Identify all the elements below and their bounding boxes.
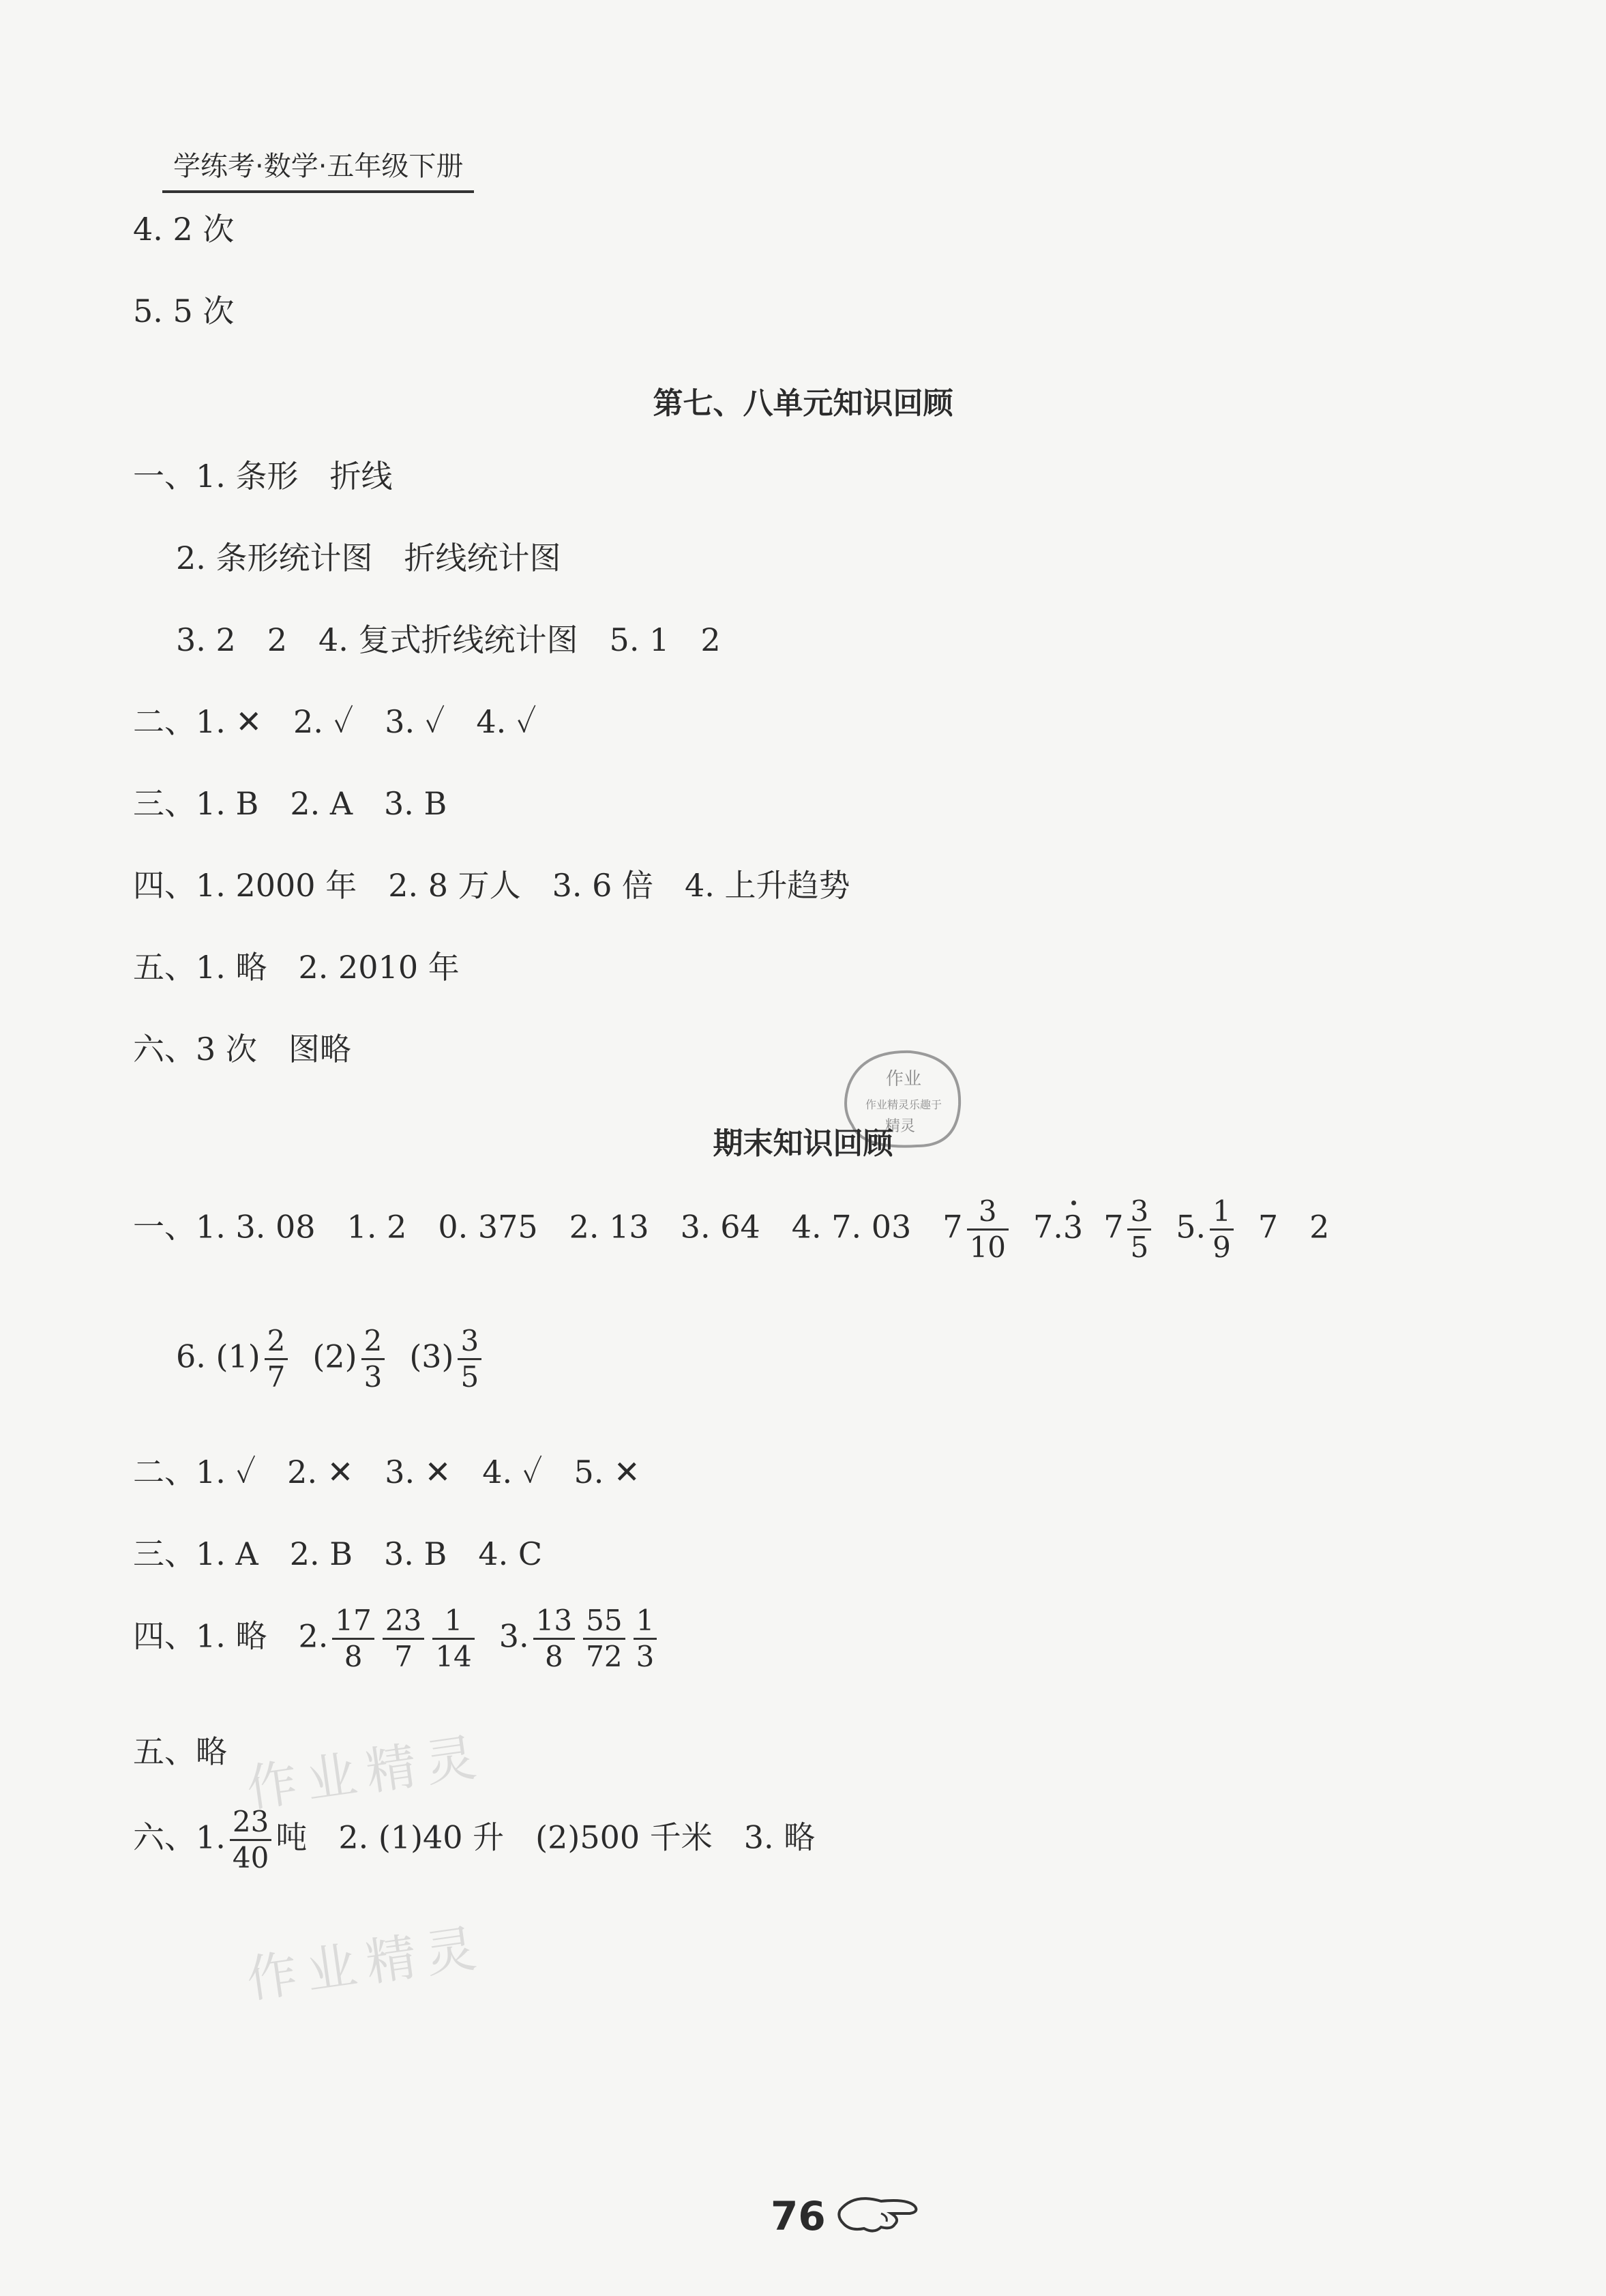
running-header: 学练考·数学·五年级下册 — [162, 145, 474, 193]
unit78-line-7: 五、1. 略 2. 2010 年 — [133, 949, 460, 986]
watermark: 作业精灵 — [243, 1726, 490, 1819]
denominator: 3 — [363, 1360, 383, 1394]
final-line-5 — [133, 1606, 661, 1671]
stamp-text-2: 作业精灵乐趣于 — [865, 1098, 942, 1111]
fraction — [383, 1606, 424, 1671]
denominator: 3 — [636, 1640, 655, 1673]
text: 5. — [1176, 1208, 1206, 1246]
numerator: 1 — [634, 1606, 657, 1640]
unit78-line-4: 二、1. ✕ 2. ✓ 3. ✓ 4. ✓ — [133, 703, 537, 740]
text: 一、1. 3. 08 1. 2 0. 375 2. 13 3. 64 4. 7. 03 7 — [133, 1208, 963, 1246]
fraction — [533, 1606, 575, 1671]
numerator: 17 — [332, 1606, 374, 1640]
denominator: 40 — [232, 1841, 269, 1874]
text: 7. — [1033, 1208, 1063, 1246]
fraction — [432, 1606, 474, 1671]
numerator: 3 — [458, 1327, 481, 1360]
page-number: 76 — [771, 2193, 826, 2239]
final-line-6: 五、略 — [133, 1733, 227, 1770]
numerator: 55 — [583, 1606, 625, 1640]
answer-5: 5. 5 次 — [133, 293, 235, 329]
denominator: 72 — [586, 1640, 623, 1673]
stamp-text-3: 精灵 — [884, 1118, 916, 1135]
fraction — [967, 1194, 1009, 1264]
text: (2) — [312, 1338, 357, 1375]
text: 7 — [1103, 1208, 1124, 1246]
text: 吨 2. (1)40 升 (2)500 千米 3. 略 — [276, 1819, 816, 1856]
numerator: 3 — [967, 1197, 1009, 1231]
fraction — [361, 1324, 385, 1394]
text: 7 2 — [1258, 1208, 1330, 1246]
section-title-final: 期末知识回顾 — [713, 1126, 893, 1161]
section-title-unit78: 第七、八单元知识回顾 — [653, 386, 953, 421]
denominator: 7 — [267, 1360, 286, 1394]
numerator: 1 — [1210, 1197, 1234, 1231]
denominator: 5 — [1130, 1231, 1149, 1264]
final-line-7 — [133, 1805, 816, 1874]
final-line-2 — [176, 1324, 486, 1394]
numerator: 2 — [361, 1327, 385, 1360]
denominator: 14 — [435, 1640, 472, 1673]
denominator: 9 — [1213, 1231, 1231, 1264]
denominator: 10 — [969, 1231, 1007, 1264]
denominator: 7 — [394, 1640, 413, 1673]
fraction — [332, 1606, 374, 1671]
final-line-3: 二、1. ✓ 2. ✕ 3. ✕ 4. ✓ 5. ✕ — [133, 1454, 640, 1490]
unit78-line-5: 三、1. B 2. A 3. B — [133, 785, 447, 822]
text: 6. (1) — [176, 1338, 261, 1375]
fraction — [634, 1606, 657, 1671]
watermark: 作业精灵 — [243, 1917, 490, 2010]
denominator: 8 — [344, 1640, 363, 1673]
unit78-line-6: 四、1. 2000 年 2. 8 万人 3. 6 倍 4. 上升趋势 — [133, 867, 850, 904]
denominator: 8 — [545, 1640, 563, 1673]
unit78-line-1: 一、1. 条形 折线 — [133, 458, 393, 495]
final-line-1 — [133, 1194, 1330, 1264]
text: (3) — [409, 1338, 454, 1375]
final-line-4: 三、1. A 2. B 3. B 4. C — [133, 1535, 543, 1572]
stamp-text-1: 作业 — [885, 1069, 922, 1089]
numerator: 23 — [383, 1606, 424, 1640]
fraction — [458, 1324, 481, 1394]
numerator: 13 — [533, 1606, 575, 1640]
answer-4: 4. 2 次 — [133, 211, 235, 248]
text: 四、1. 略 2. — [133, 1617, 329, 1655]
pointing-hand-icon — [833, 2186, 922, 2241]
text: 六、1. — [133, 1819, 226, 1856]
fraction — [1127, 1194, 1151, 1264]
repeating-digit: 3 — [1062, 1208, 1084, 1246]
fraction — [583, 1606, 625, 1671]
fraction — [1210, 1194, 1234, 1264]
fraction — [265, 1324, 288, 1394]
unit78-line-8: 六、3 次 图略 — [133, 1031, 351, 1068]
unit78-line-2: 2. 条形统计图 折线统计图 — [176, 540, 561, 576]
numerator: 23 — [230, 1808, 271, 1841]
numerator: 1 — [432, 1606, 474, 1640]
text: 3. — [499, 1617, 529, 1655]
numerator: 2 — [265, 1327, 288, 1360]
unit78-line-3: 3. 2 2 4. 复式折线统计图 5. 1 2 — [176, 621, 721, 658]
numerator: 3 — [1127, 1197, 1151, 1231]
denominator: 5 — [460, 1360, 479, 1394]
